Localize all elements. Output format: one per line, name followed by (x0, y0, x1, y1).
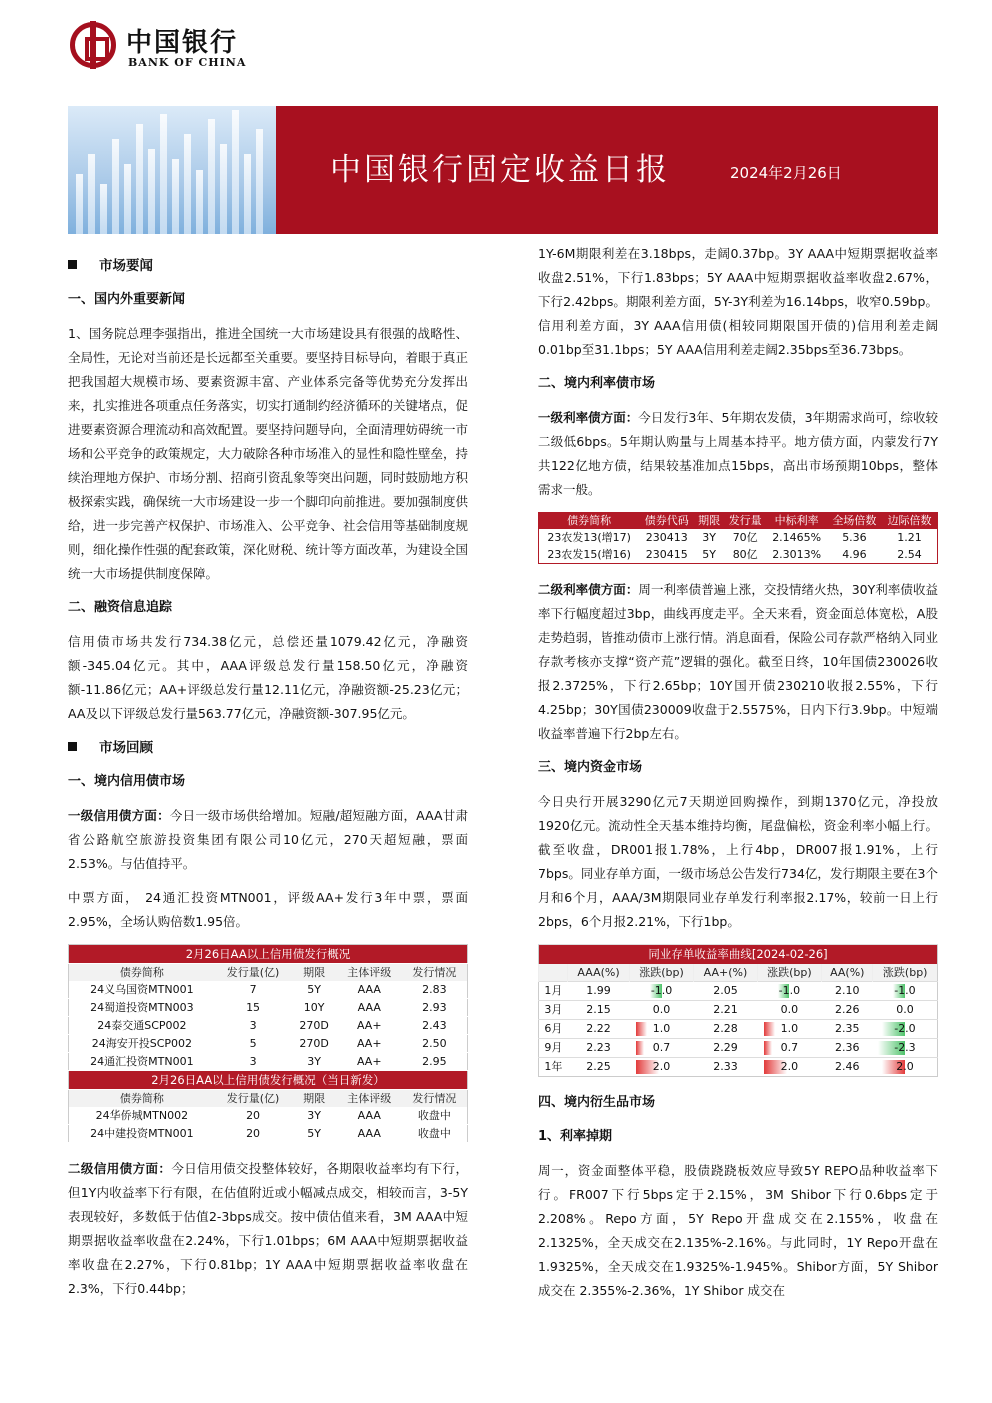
table-caption: 同业存单收益率曲线[2024-02-26] (539, 945, 938, 964)
change-cell: 2.0 (629, 1057, 694, 1076)
table-header: 发行情况 (402, 964, 468, 982)
logo-chinese-name: 中国银行 (126, 28, 239, 58)
table-row: 23农发13(增17) 230413 3Y 70亿 2.1465% 5.36 1.21 (547, 531, 922, 544)
yield-cell: 2.21 (694, 1000, 757, 1019)
tenor-cell: 1年 (539, 1057, 568, 1076)
change-cell: -2.0 (873, 1019, 938, 1038)
table-row: 24义乌国资MTN001 7 5Y AAA 2.83 (69, 981, 468, 999)
square-bullet-icon (68, 260, 77, 269)
yield-cell: 2.10 (822, 981, 873, 1000)
subheading-credit-bond: 一、境内信用债市场 (68, 774, 186, 789)
subheading-financing: 二、融资信息追踪 (68, 600, 173, 615)
table-row (539, 981, 938, 1000)
bank-of-china-emblem-icon (70, 22, 116, 68)
table-header: 期限 (291, 1090, 336, 1108)
change-cell: 2.0 (757, 1057, 822, 1076)
table-row: 24通汇投资MTN001 3 3Y AA+ 2.95 (69, 1053, 468, 1071)
tenor-cell: 9月 (539, 1038, 568, 1057)
left-column (68, 244, 468, 1311)
change-cell: 0.0 (629, 1000, 694, 1019)
bank-logo (70, 22, 270, 72)
paragraph-primary-credit: 一级信用债方面：今日一级市场供给增加。短融/超短融方面，AAA甘肃省公路航空旅游投资集团有限公司10亿元，270天超短融，票面2.53%。与估值持平。 (68, 808, 468, 871)
yield-cell: 1.99 (568, 981, 630, 1000)
subheading-money-market: 三、境内资金市场 (538, 760, 643, 775)
change-cell: 1.0 (629, 1019, 694, 1038)
table-header: 发行量(亿) (215, 964, 292, 982)
table-header: 中标利率 (766, 513, 827, 530)
paragraph-news: 1、国务院总理李强指出，推进全国统一大市场建设具有很强的战略性、全局性，无论对当前还是长远都至关重要。要坚持目标导向，着眼于真正把我国超大规模市场、要素资源丰富、产业体系完备等优势充分发挥出来，扎实推进各项重点任务落实，切实打通制约经济循环的关键堵点，促进要素资源合理流动和高效配置。要坚持问题导向，全面清理妨碍统一市场和公平竞争的政策规定，大力破除各种市场准入的显性和隐性壁垒，持续治理地方保护、市场分割、招商引资乱象等突出问题，同时鼓励地方积极探索实践，确保统一大市场建设一步一个脚印向前推进。要加强制度供给，进一步完善产权保护、市场准入、公平竞争、社会信用等基础制度规则，细化操作性强的配套政策，深化财税、统计等方面改革，为建设全国统一大市场提供制度保障。 (68, 326, 469, 581)
table-header: AA+(%) (694, 964, 757, 982)
table-header: 全场倍数 (827, 513, 882, 530)
tenor-cell: 6月 (539, 1019, 568, 1038)
yield-cell: 2.35 (822, 1019, 873, 1038)
paragraph-secondary-rate: 二级利率债方面：周一利率债普遍上涨，交投情绪火热，30Y利率债收益率下行幅度超过3bp，曲线再度走平。全天来看，资金面总体宽松，A股走势趋弱，皆推动债市上涨行情。消息面看，保险公司存款严格纳入同业存款考核亦支撑“资产荒”逻辑的强化。截至日终，10年国债230026收报2.3725%，下行2.65bp；10Y国开债230210收报2.55%，下行4.25bp；30Y国债230009收盘于2.5575%，日内下行3.9bp。中短端收益率普遍下行2bp左右。 (538, 582, 939, 741)
tenor-cell: 3月 (539, 1000, 568, 1019)
table-header (539, 964, 568, 982)
rate-bond-issuance-table (538, 512, 938, 564)
table-row: 23农发15(增16) 230415 5Y 80亿 2.3013% 4.96 2.54 (547, 548, 922, 561)
table-row: 24华侨城MTN002 20 3Y AAA 收盘中 (69, 1107, 468, 1125)
report-banner (68, 106, 938, 234)
paragraph-primary-rate: 一级利率债方面：今日发行3年、5年期农发债，3年期需求尚可，综收较二级低6bps。5年期认购量与上周基本持平。地方债方面，内蒙发行7Y共122亿地方债，结果较基准加点15bps，高出市场预期10bps，整体需求一般。 (538, 410, 938, 497)
change-bar (636, 1041, 644, 1055)
table-header: 债券简称 (69, 1090, 215, 1108)
subheading-rate-bond: 二、境内利率债市场 (538, 376, 656, 391)
yield-cell: 2.28 (694, 1019, 757, 1038)
subheading-domestic-news: 一、国内外重要新闻 (68, 292, 186, 307)
paragraph-credit-spread: 1Y-6M期限利差在3.18bps，走阔0.37bp。3Y AAA中短期票据收益率收盘2.51%，下行1.83bps；5Y AAA中短期票据收益率收盘2.67%，下行2.42bps。期限利差方面，5Y-3Y利差为16.14bps，收窄0.59bp。信用利差方面，3Y AAA信用债(相较同期限国开债的)信用利差走阔0.01bp至31.1bps；5Y AAA信用利差走阔2.35bps至36.73bps。 (538, 246, 938, 357)
change-cell: -2.3 (873, 1038, 938, 1057)
table-header: 期限 (694, 513, 724, 530)
yield-cell: 2.29 (694, 1038, 757, 1057)
yield-cell: 2.36 (822, 1038, 873, 1057)
table-header: 主体评级 (337, 1090, 402, 1108)
section-heading-review: 市场回顾 (68, 736, 468, 760)
credit-issuance-table (68, 944, 468, 1143)
section-heading-news: 市场要闻 (68, 254, 468, 278)
table-row: 24中建投资MTN001 20 5Y AAA 收盘中 (69, 1125, 468, 1143)
change-cell: -1.0 (873, 981, 938, 1000)
table-row (539, 1019, 938, 1038)
table-header: 债券简称 (69, 964, 215, 982)
table-header: 期限 (291, 964, 336, 982)
change-bar (764, 1041, 772, 1055)
change-cell: -1.0 (757, 981, 822, 1000)
table-header: 主体评级 (337, 964, 402, 982)
table-header: AAA(%) (568, 964, 630, 982)
table-header: 债券代码 (639, 513, 694, 530)
table-header: 债券简称 (539, 513, 640, 530)
change-bar (764, 1022, 776, 1036)
paragraph-financing: 信用债市场共发行734.38亿元，总偿还量1079.42亿元，净融资额-345.04亿元。其中，AAA评级总发行量158.50亿元，净融资额-11.86亿元；AA+评级总发行量12.11亿元，净融资额-25.23亿元；AA及以下评级总发行量563.77亿元，净融资额-307.95亿元。 (68, 634, 468, 721)
report-date: 2024年2月26日 (730, 164, 842, 182)
yield-cell: 2.26 (822, 1000, 873, 1019)
change-cell: 0.7 (757, 1038, 822, 1057)
table-row: 24泰交通SCP002 3 270D AA+ 2.43 (69, 1017, 468, 1035)
table-caption: 2月26日AA以上信用债发行概况 (69, 945, 468, 964)
table-row: 24蜀道投资MTN003 15 10Y AAA 2.93 (69, 999, 468, 1017)
table-row: 24海安开投SCP002 5 270D AA+ 2.50 (69, 1035, 468, 1053)
yield-cell: 2.25 (568, 1057, 630, 1076)
change-cell: 1.0 (757, 1019, 822, 1038)
right-column (538, 242, 938, 1313)
tenor-cell: 1月 (539, 981, 568, 1000)
paragraph-money-market: 今日央行开展3290亿元7天期逆回购操作，到期1370亿元，净投放1920亿元。流动性全天基本维持均衡，尾盘偏松，资金利率小幅上行。截至收盘，DR001报1.78%，上行4bp，DR007报1.91%，上行7bps。同业存单方面，一级市场总公告发行734亿，发行期限主要在3个月和6个月，AAA/3M期限同业存单发行利率报2.17%，较前一日上行2bps，6个月报2.21%，下行1bp。 (538, 794, 938, 929)
yield-cell: 2.33 (694, 1057, 757, 1076)
table-header: 发行量 (724, 513, 766, 530)
table-header: 涨跌(bp) (629, 964, 694, 982)
subheading-irs: 1、利率掉期 (538, 1128, 613, 1144)
table-header: AA(%) (822, 964, 873, 982)
paragraph-secondary-credit: 二级信用债方面：今日信用债交投整体较好，各期限收益率均有下行，但1Y内收益率下行有限，在估值附近或小幅减点成交，相较而言，3-5Y表现较好，多数低于估值2-3bps成交。按中债估值来看，3M AAA中短期票据收益率收盘在2.24%，下行1.01bps；6M AAA中短期票据收益率收盘在2.27%，下行0.81bp；1Y AAA中短期票据收益率收盘在2.3%，下行0.44bp； (68, 1161, 468, 1296)
ncd-yield-table (538, 944, 938, 1077)
change-cell: -1.0 (629, 981, 694, 1000)
paragraph-mtn: 中票方面， 24通汇投资MTN001，评级AA+发行3年中票，票面2.95%，全场认购倍数1.95倍。 (68, 890, 468, 929)
paragraph-irs: 周一，资金面整体平稳，股债跷跷板效应导致5Y REPO品种收益率下行。FR007下行5bps定于2.15%，3M Shibor下行0.6bps定于2.208%。Repo方面，5Y Repo开盘成交在2.155%，收盘在2.1325%，全天成交在2.135%-2.16%。与此同时，1Y Repo开盘在1.9325%，全天成交在1.9325%-1.945%。Shibor方面，5Y Shibor 成交在 2.355%-2.36%，1Y Shibor 成交在 (538, 1162, 938, 1298)
banner-bar-chart-image (68, 106, 276, 234)
table-row (539, 1057, 938, 1076)
logo-english-name: BANK OF CHINA (128, 56, 247, 69)
change-bar (636, 1022, 648, 1036)
table-header: 边际倍数 (882, 513, 938, 530)
yield-cell: 2.22 (568, 1019, 630, 1038)
subheading-derivatives: 四、境内衍生品市场 (538, 1094, 656, 1110)
yield-cell: 2.23 (568, 1038, 630, 1057)
table-row (539, 1038, 938, 1057)
change-cell: 0.0 (757, 1000, 822, 1019)
table-header: 涨跌(bp) (873, 964, 938, 982)
table-row (539, 1000, 938, 1019)
square-bullet-icon (68, 742, 77, 751)
table-header: 涨跌(bp) (757, 964, 822, 982)
yield-cell: 2.15 (568, 1000, 630, 1019)
change-cell: 0.7 (629, 1038, 694, 1057)
table-header: 发行情况 (402, 1090, 468, 1108)
report-title: 中国银行固定收益日报 (330, 152, 670, 188)
yield-cell: 2.05 (694, 981, 757, 1000)
change-cell: 2.0 (873, 1057, 938, 1076)
yield-cell: 2.46 (822, 1057, 873, 1076)
table-header: 发行量(亿) (215, 1090, 292, 1108)
change-cell: 0.0 (873, 1000, 938, 1019)
table-caption: 2月26日AA以上信用债发行概况（当日新发） (69, 1071, 468, 1090)
